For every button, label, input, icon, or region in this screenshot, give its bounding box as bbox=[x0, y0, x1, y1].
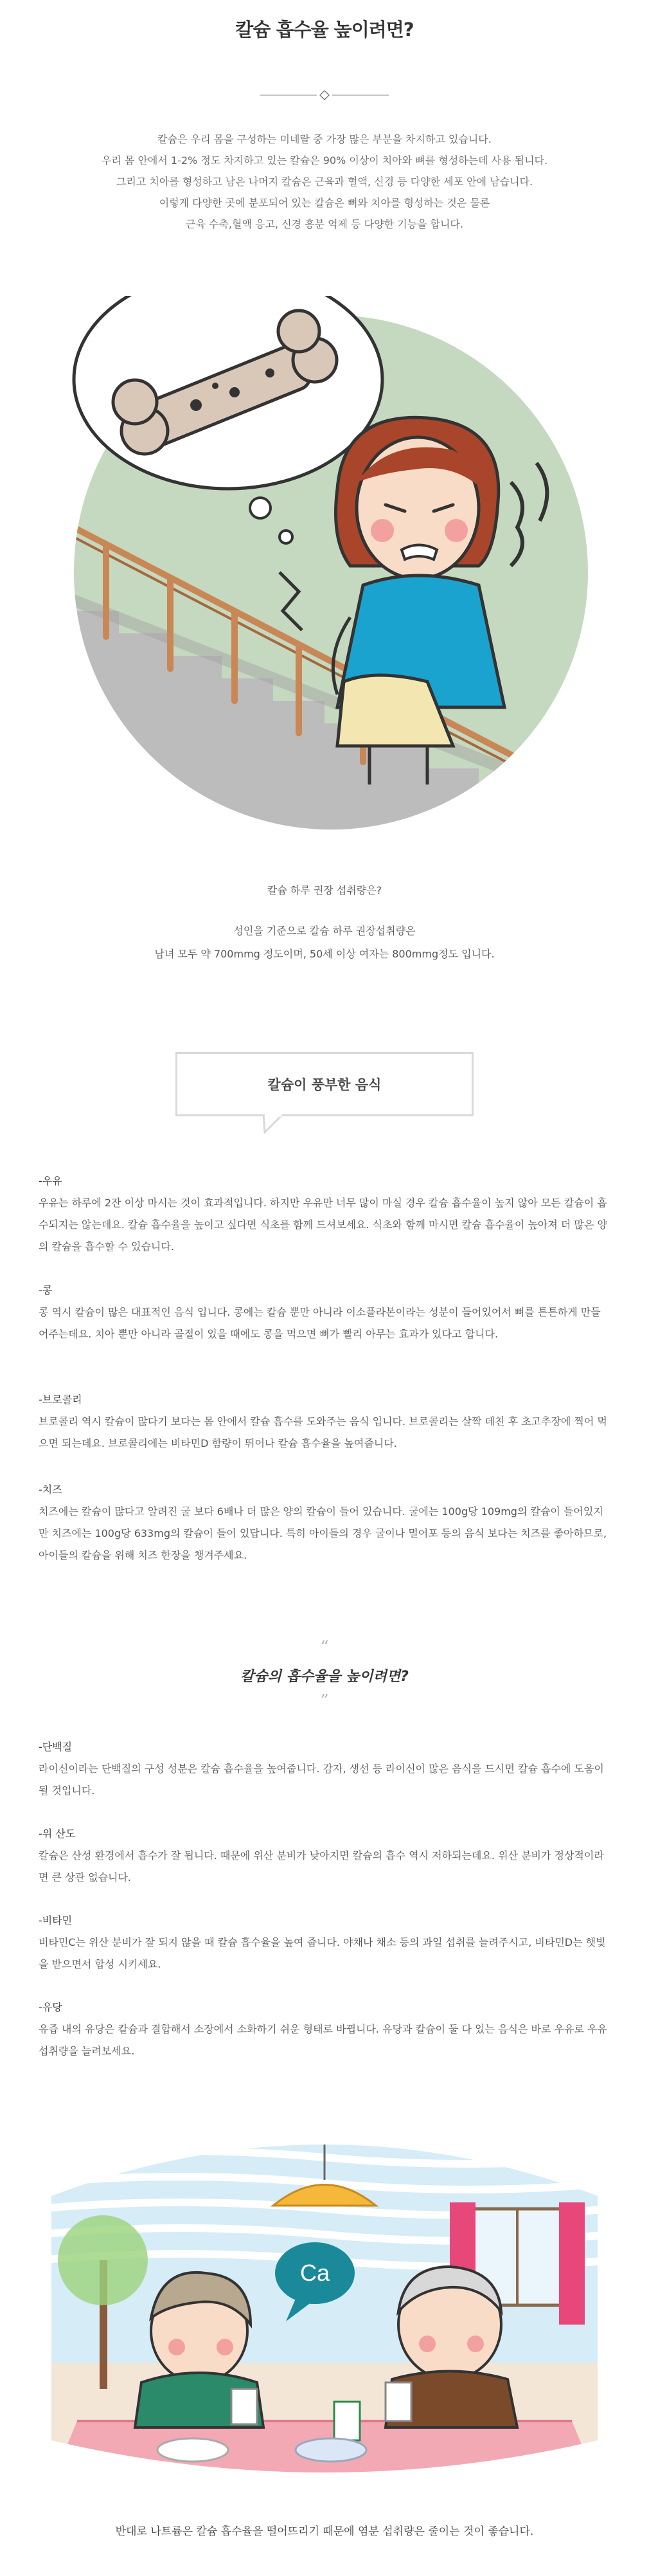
page-title: 칼슘 흡수율 높이려면? bbox=[235, 19, 414, 41]
intro-line: 이렇게 다양한 곳에 분포되어 있는 칼슘은 뼈와 치아를 형성하는 것은 물론 bbox=[159, 197, 490, 209]
foods-heading-box: 칼슘이 풍부한 음식 bbox=[175, 1052, 474, 1116]
intro-paragraph bbox=[39, 129, 610, 235]
intro-line: 근육 수축,혈액 응고, 신경 흥분 억제 등 다양한 기능을 합니다. bbox=[186, 218, 463, 230]
absorb-item-body: 비타민C는 위산 분비가 잘 되지 않을 때 칼슘 흡수율을 높여 줍니다. 야채나 채소 등의 과일 섭취를 늘려주시고, 비타민D는 햇빛을 받으면서 합성 시키세요. bbox=[39, 1936, 606, 1970]
intake-body bbox=[0, 920, 649, 966]
speech-bubble-text: Ca bbox=[299, 2260, 330, 2286]
food-item-body: 우유는 하루에 2잔 이상 마시는 것이 효과적입니다. 하지만 우유만 너무 많이 마실 경우 칼슘 흡수율이 높지 않아 모든 칼슘이 흡수되지는 않는데요. 칼슘 흡수율을 높이고 싶다면 식초를 함께 드셔보세요. 식초와 함께 마시면 칼슘 흡수율이 높아져 더 많은 양의 칼슘을 흡수할 수 있습니다. bbox=[39, 1197, 607, 1253]
intake-title: 칼슘 하루 권장 섭취량은? bbox=[267, 884, 382, 896]
food-item-head: -콩 bbox=[39, 1284, 53, 1296]
absorb-item-head: -비타민 bbox=[39, 1914, 73, 1927]
absorb-item-body: 칼슘은 산성 환경에서 흡수가 잘 됩니다. 때문에 위산 분비가 낮아지면 칼슘의 흡수 역시 저하되는데요. 위산 분비가 정상적이라면 큰 상관 없습니다. bbox=[39, 1849, 604, 1883]
intro-line: 우리 몸 안에서 1-2% 정도 차지하고 있는 칼슘은 90% 이상이 치아와 뼈를 형성하는데 사용 됩니다. bbox=[101, 154, 548, 167]
sodium-note: 반대로 나트륨은 칼슘 흡수율을 떨어뜨리기 때문에 염분 섭취량은 줄이는 것이 좋습니다. bbox=[115, 2525, 534, 2538]
food-item-bean bbox=[39, 1280, 610, 1345]
food-item-head: -치즈 bbox=[39, 1483, 62, 1496]
food-item-broccoli bbox=[39, 1389, 610, 1455]
absorb-item-head: -위 산도 bbox=[39, 1828, 76, 1840]
speech-bubble-tail bbox=[262, 1114, 288, 1134]
food-item-body: 브로콜리 역시 칼슘이 많다기 보다는 몸 안에서 칼슘 흡수를 도와주는 음식 입니다. 브로콜리는 살짝 데친 후 초고추장에 찍어 먹으면 되는데요. 브로콜리에는 비타민D 함량이 뛰어나 칼슘 흡수율을 높여줍니다. bbox=[39, 1415, 607, 1449]
elderly-couple-milk-illustration bbox=[39, 2119, 610, 2498]
food-item-head: -브로콜리 bbox=[39, 1393, 82, 1406]
absorb-item-lactose bbox=[39, 1997, 610, 2062]
title-divider bbox=[260, 89, 389, 102]
food-item-head: -우유 bbox=[39, 1175, 62, 1187]
quote-close: ” bbox=[320, 1691, 329, 1710]
absorb-item-stomach-acid bbox=[39, 1823, 610, 1889]
intake-line: 성인을 기준으로 칼슘 하루 권장섭취량은 bbox=[233, 925, 416, 937]
woman-climbing-stairs-illustration bbox=[67, 296, 594, 836]
food-item-milk bbox=[39, 1170, 610, 1258]
food-item-cheese bbox=[39, 1479, 610, 1566]
intro-line: 칼슘은 우리 몸을 구성하는 미네랄 중 가장 많은 부분을 차지하고 있습니다. bbox=[157, 133, 492, 145]
absorb-item-head: -유당 bbox=[39, 2001, 62, 2013]
absorb-item-vitamin bbox=[39, 1910, 610, 1975]
absorb-item-head: -단백질 bbox=[39, 1741, 73, 1753]
absorb-item-body: 라이신이라는 단백질의 구성 성분은 칼슘 흡수율을 높여줍니다. 감자, 생선 등 라이신이 많은 음식을 드시면 칼슘 흡수에 도움이 될 것입니다. bbox=[39, 1763, 604, 1797]
absorb-title: 칼슘의 흡수율을 높이려면? bbox=[240, 1669, 409, 1685]
intake-line: 남녀 모두 약 700mmg 정도이며, 50세 이상 여자는 800mmg정도 입니다. bbox=[154, 948, 495, 960]
food-item-body: 치즈에는 칼슘이 많다고 알려진 굴 보다 6배나 더 많은 양의 칼슘이 들어 있습니다. 굴에는 100g당 109mg의 칼슘이 들어있지만 치즈에는 100g당 633mg의 칼슘이 들어 있답니다. 특히 아이들의 경우 굴이나 멸어포 등의 음식 보다는 치즈를 좋아하므로, 아이들의 칼슘을 위해 치즈 한장을 챙겨주세요. bbox=[39, 1505, 607, 1561]
food-item-body: 콩 역시 칼슘이 많은 대표적인 음식 입니다. 콩에는 칼슘 뿐만 아니라 이소플라본이라는 성분이 들어있어서 뼈를 튼튼하게 만들어주는데요. 치아 뿐만 아니라 골절이 있을 때에도 콩을 먹으면 뼈가 빨리 아무는 효과가 있다고 합니다. bbox=[39, 1306, 601, 1340]
intro-line: 그리고 치아를 형성하고 남은 나머지 칼슘은 근육과 혈액, 신경 등 다양한 세포 안에 남습니다. bbox=[116, 176, 533, 188]
quote-open: “ bbox=[320, 1638, 329, 1657]
absorb-item-protein bbox=[39, 1736, 610, 1802]
absorb-item-body: 유즙 내의 유당은 칼슘과 결합해서 소장에서 소화하기 쉬운 형태로 바뀝니다. 유당과 칼슘이 둘 다 있는 음식은 바로 우유로 우유 섭취량을 늘려보세요. bbox=[39, 2023, 607, 2057]
